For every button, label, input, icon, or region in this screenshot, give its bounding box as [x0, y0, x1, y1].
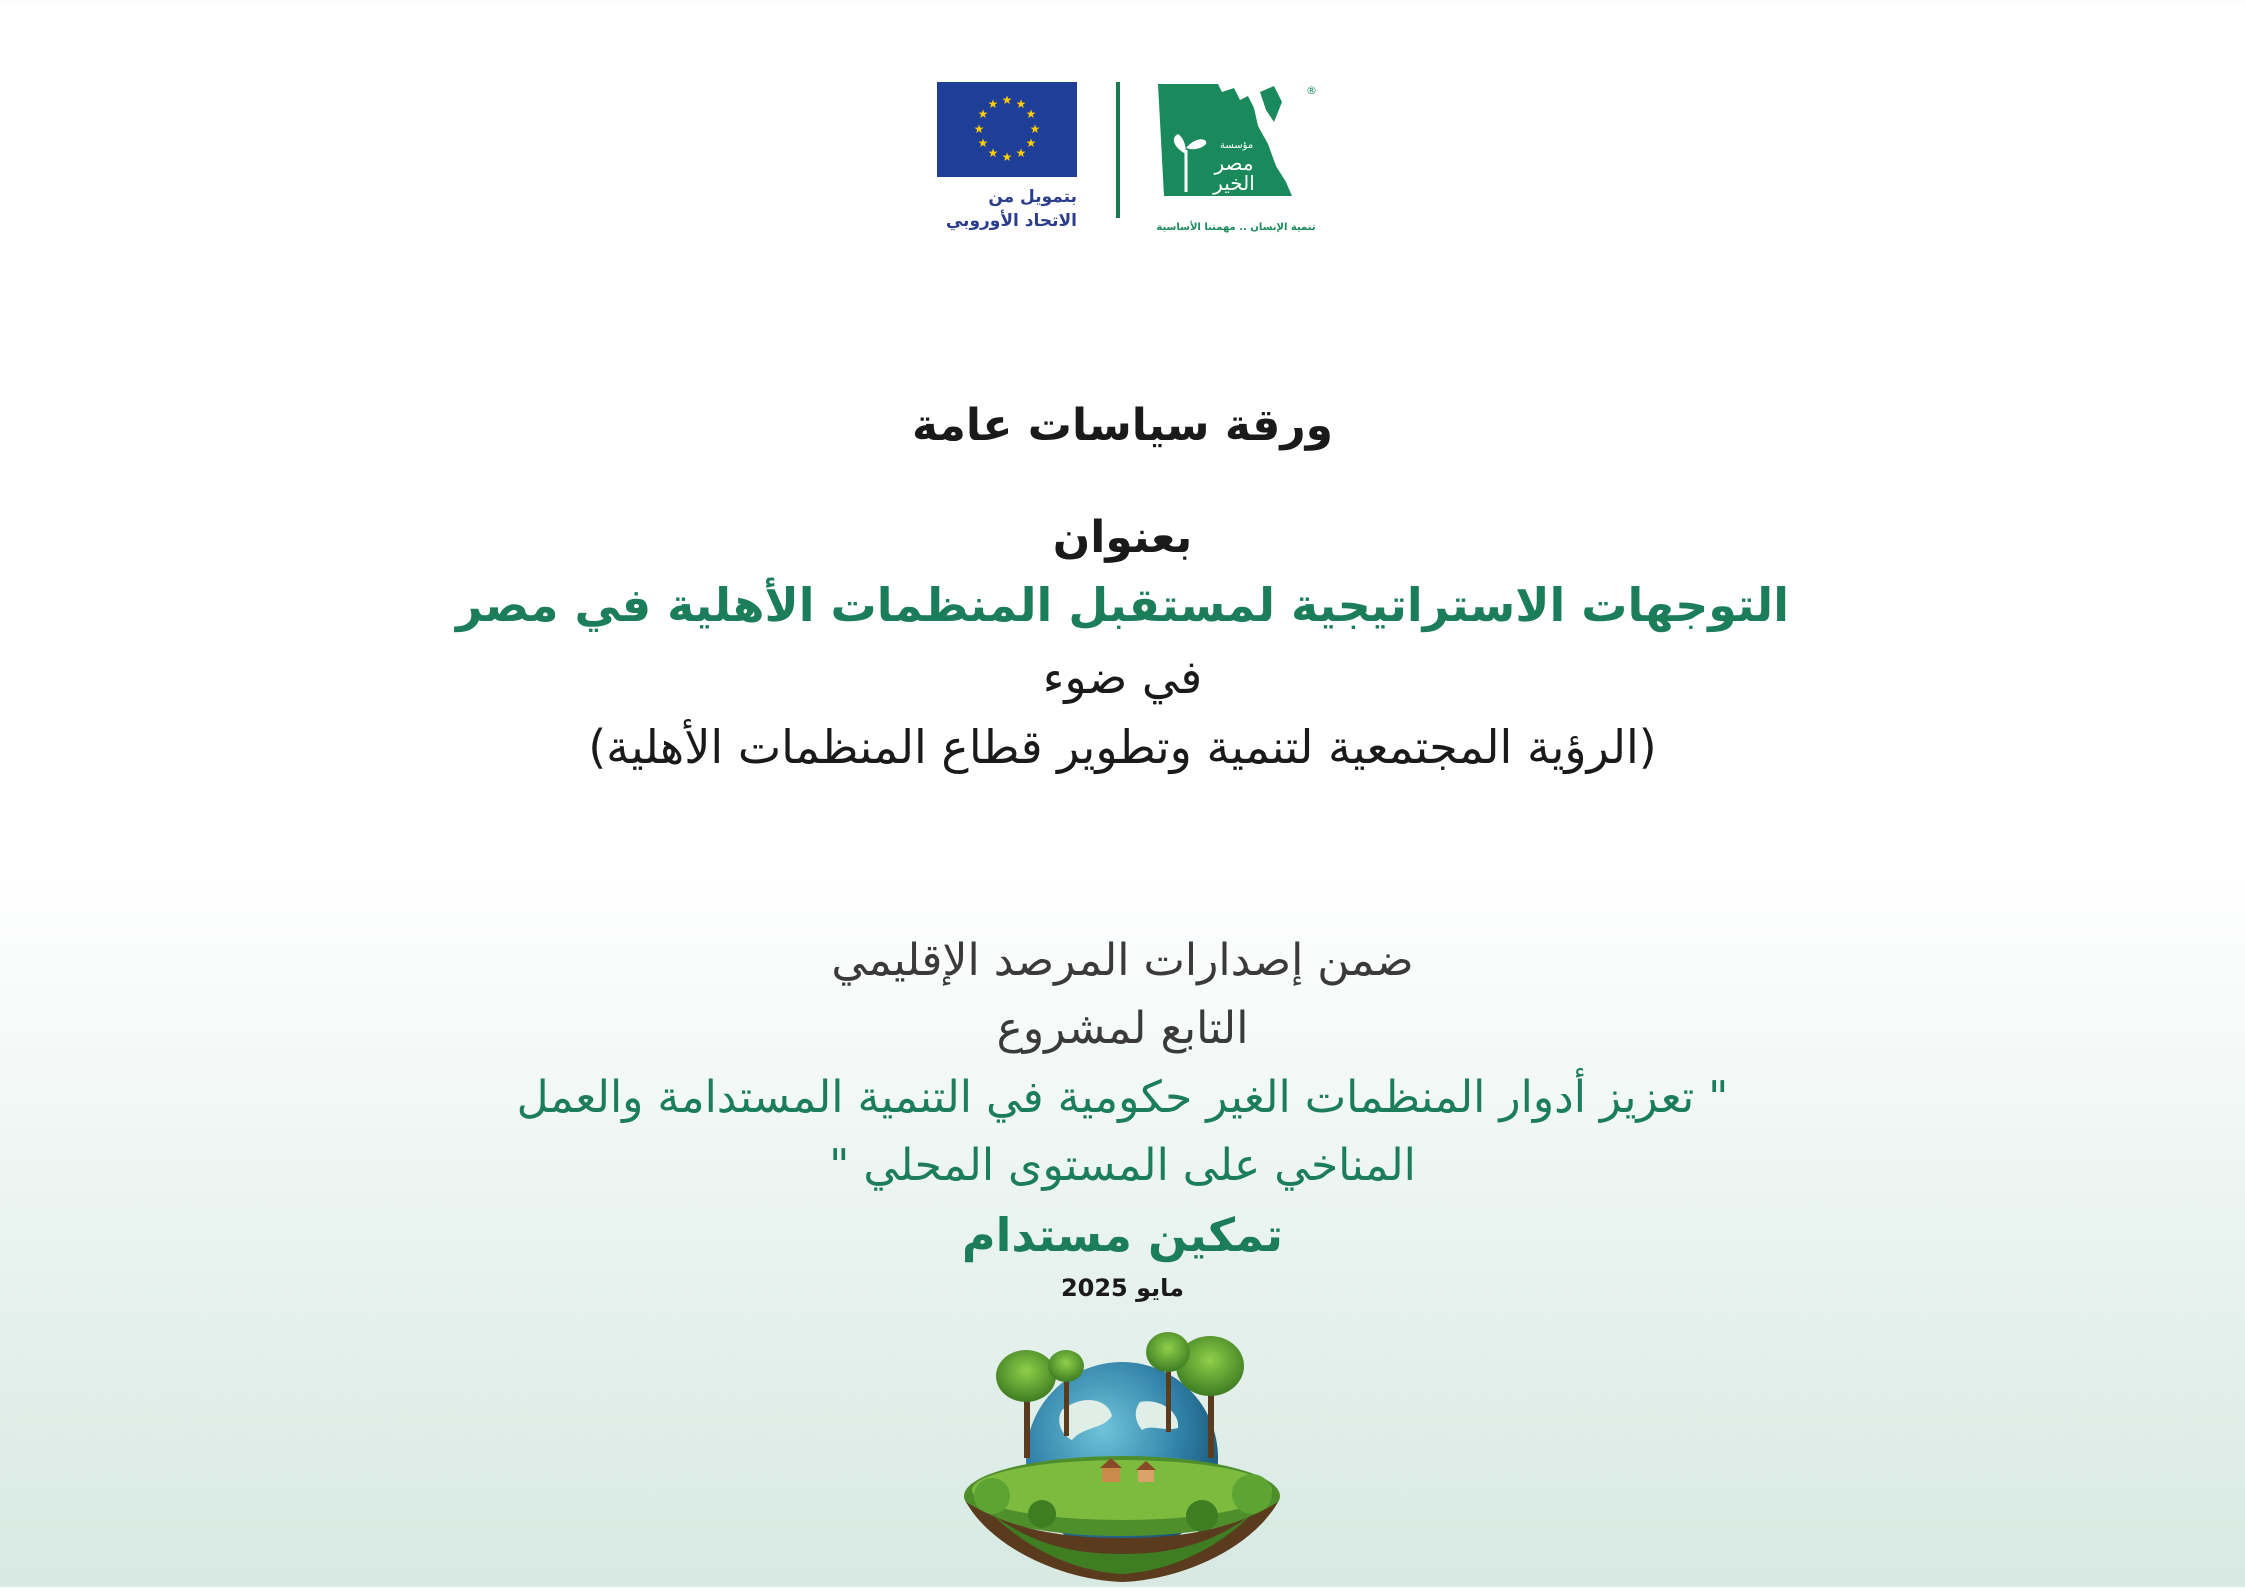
logo-divider — [1116, 82, 1120, 218]
svg-text:★: ★ — [1025, 107, 1037, 121]
svg-text:★: ★ — [973, 122, 985, 136]
svg-text:★: ★ — [1025, 136, 1037, 150]
mg-logo-text-line1: مصر — [1214, 151, 1254, 175]
eu-caption-line2: الاتحاد الأوروبي — [945, 211, 1077, 231]
svg-text:★: ★ — [1001, 150, 1013, 164]
document-title: التوجهات الاستراتيجية لمستقبل المنظمات الأهلية في مصر — [456, 578, 1789, 632]
document-type-label: ورقة سياسات عامة — [911, 400, 1334, 451]
in-light-of-label: في ضوء — [1042, 650, 1203, 704]
mg-logo-text-line2: الخير — [1213, 171, 1255, 195]
brand-name: تمكين مستدام — [961, 1208, 1284, 1262]
misr-el-kheir-logo-icon — [1156, 82, 1318, 242]
project-name-line1: " تعزيز أدوار المنظمات الغير حكومية في التنمية المستدامة والعمل — [516, 1072, 1729, 1123]
eu-caption-line1: بتمويل من — [988, 187, 1077, 207]
svg-text:★: ★ — [987, 146, 999, 160]
svg-text:★: ★ — [987, 97, 999, 111]
eu-caption — [932, 185, 1077, 233]
eu-funding-block — [932, 82, 1077, 233]
follows-project-text: التابع لمشروع — [996, 1003, 1249, 1054]
publication-date: مايو 2025 — [1060, 1274, 1185, 1302]
title-intro: بعنوان — [1052, 512, 1193, 563]
eu-flag-icon — [937, 82, 1077, 177]
within-publications-text: ضمن إصدارات المرصد الإقليمي — [831, 935, 1414, 986]
project-name-line2: المناخي على المستوى المحلي " — [829, 1140, 1416, 1191]
svg-text:★: ★ — [1015, 146, 1027, 160]
mg-logo-text-small: مؤسسة — [1220, 140, 1254, 151]
header-logos — [0, 82, 2245, 252]
svg-text:★: ★ — [977, 107, 989, 121]
svg-text:★: ★ — [1015, 97, 1027, 111]
mg-registered-mark: ® — [1306, 84, 1317, 97]
svg-text:★: ★ — [1029, 122, 1041, 136]
svg-text:★: ★ — [1001, 93, 1013, 107]
green-earth-globe-icon — [952, 1318, 1292, 1587]
mg-tagline: تنمية الإنسان .. مهمتنا الأساسية — [1156, 222, 1316, 233]
vision-subtitle: (الرؤية المجتمعية لتنمية وتطوير قطاع المنظمات الأهلية) — [588, 720, 1657, 774]
svg-text:★: ★ — [977, 136, 989, 150]
